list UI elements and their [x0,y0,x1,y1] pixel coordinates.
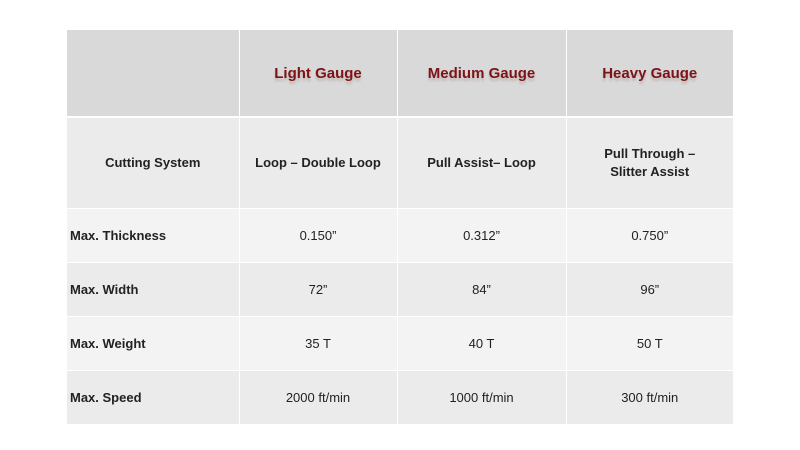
header-heavy-gauge [566,30,733,117]
table-cell: 0.150” [239,209,397,263]
table-cell: 2000 ft/min [239,371,397,425]
table-cell: 35 T [239,317,397,371]
table-cell: 1000 ft/min [397,371,566,425]
header-row [67,30,733,117]
cutting-system-heavy-line1: Pull Through – [604,146,696,161]
header-heavy-gauge-label: Heavy Gauge [602,64,698,82]
row-label-thickness: Max. Thickness [67,209,239,263]
cutting-system-light: Loop – Double Loop [239,117,397,209]
table-cell: 300 ft/min [566,371,733,425]
table-row [67,263,733,317]
table-cell: 96” [566,263,733,317]
header-medium-gauge [397,30,566,117]
row-label-weight: Max. Weight [67,317,239,371]
cutting-system-row [67,117,733,209]
cutting-system-heavy-line2: Slitter Assist [610,164,690,179]
row-label-width: Max. Width [67,263,239,317]
cutting-system-heavy [566,117,733,209]
cutting-system-medium: Pull Assist– Loop [397,117,566,209]
table-row [67,317,733,371]
header-medium-gauge-label: Medium Gauge [427,64,536,82]
corner-cell [67,30,239,117]
gauge-spec-table [67,30,733,424]
header-light-gauge-label: Light Gauge [274,64,362,82]
cutting-system-label: Cutting System [67,117,239,209]
table-cell: 0.312” [397,209,566,263]
table-cell: 84” [397,263,566,317]
row-label-speed: Max. Speed [67,371,239,425]
table-cell: 72” [239,263,397,317]
table-cell: 40 T [397,317,566,371]
table-row [67,209,733,263]
table-cell: 0.750” [566,209,733,263]
header-light-gauge [239,30,397,117]
table-cell: 50 T [566,317,733,371]
table-row [67,371,733,425]
